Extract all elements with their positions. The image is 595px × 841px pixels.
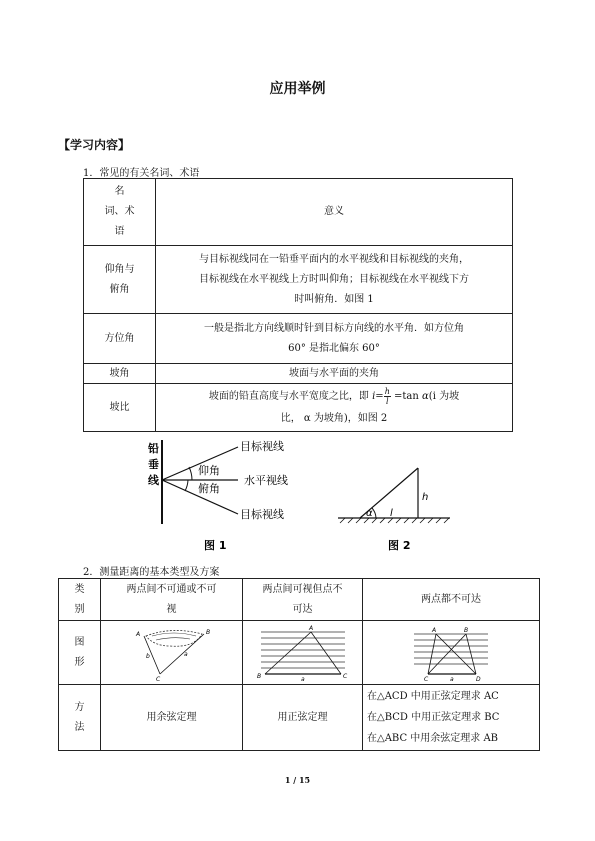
figure-cell-1 xyxy=(101,621,243,685)
method-label-line: 方 xyxy=(74,701,85,713)
sketch-obstacle xyxy=(124,624,220,682)
meaning-line: 一般是指北方向线顺时针到目标方向线的水平角．如方位角 xyxy=(204,322,464,334)
meaning-line: 60° 是指北偏东 60° xyxy=(288,342,380,354)
obstacle-hatch xyxy=(156,637,190,639)
term-header-line: 名 xyxy=(114,186,125,197)
point-a-label: A xyxy=(308,624,313,632)
table-row xyxy=(84,314,513,364)
slope-ratio-line xyxy=(160,386,508,408)
term-line: 俯角 xyxy=(109,283,130,295)
table-row xyxy=(84,246,513,314)
term-cell: 方位角 xyxy=(84,314,156,364)
point-a-label: A xyxy=(135,630,140,638)
table-row xyxy=(84,384,513,432)
l-label: l xyxy=(390,508,393,519)
h-label: h xyxy=(422,492,429,503)
figure-2-slope xyxy=(330,460,460,557)
figure-label-line: 图 xyxy=(74,636,85,648)
meaning-cell: 坡面与水平面的夹角 xyxy=(156,364,513,384)
method-cell-1: 用余弦定理 xyxy=(101,685,243,751)
fraction-numerator: h xyxy=(384,386,390,396)
equals-sign: = xyxy=(375,390,384,402)
vertical-label-char: 线 xyxy=(148,474,159,487)
figure-label-line: 形 xyxy=(74,656,85,668)
tan-text: =tan xyxy=(394,390,419,402)
point-d-label: D xyxy=(476,675,481,682)
depression-label: 俯角 xyxy=(198,482,220,495)
point-b-label: B xyxy=(205,628,210,636)
target-bottom-label: 目标视线 xyxy=(240,508,284,521)
sketch-two-unreachable xyxy=(406,624,496,682)
table-row xyxy=(59,621,540,685)
variable-i: i xyxy=(372,390,376,402)
col3-header-cell: 两点都不可达 xyxy=(363,579,540,621)
figure-1-elevation-depression xyxy=(140,432,320,557)
point-c-label: C xyxy=(155,675,160,682)
figure-2-caption: 图 2 xyxy=(388,539,411,552)
method-line: 在△ABC 中用余弦定理求 AB xyxy=(367,733,499,744)
meaning-header-cell: 意义 xyxy=(156,179,513,246)
point-b-label: B xyxy=(464,626,469,634)
sketch-river xyxy=(253,624,353,682)
col2-header-cell xyxy=(243,579,363,621)
depression-arc xyxy=(185,480,188,491)
point-b-label: B xyxy=(256,672,261,680)
obstacle-hatch xyxy=(152,633,196,636)
table-row xyxy=(84,179,513,246)
point-a-label: A xyxy=(432,626,437,634)
elevation-arc xyxy=(189,467,192,480)
target-top-label: 目标视线 xyxy=(240,440,284,453)
ground-hatch xyxy=(340,518,449,523)
meaning-line: 目标视线在水平视线上方时叫仰角；目标视线在水平视线下方 xyxy=(199,273,469,285)
section-heading: 【学习内容】 xyxy=(58,138,131,152)
side-a-label: a xyxy=(450,675,454,682)
meaning-line: 时叫俯角．如图 1 xyxy=(294,293,374,305)
fraction-denominator: l xyxy=(385,396,389,406)
side-b-label: b xyxy=(145,652,150,660)
side-a-label: a xyxy=(300,675,305,682)
header-line: 视 xyxy=(166,603,177,615)
method-cell-3 xyxy=(363,685,540,751)
vertical-label-char: 垂 xyxy=(148,458,159,471)
meaning-line: 与目标视线同在一铅垂平面内的水平视线和目标视线的夹角， xyxy=(199,253,469,265)
term-cell xyxy=(84,246,156,314)
method-line: 在△BCD 中用正弦定理求 BC xyxy=(367,712,500,723)
meaning-cell xyxy=(156,384,513,432)
meaning-line: 比， α 为坡角)，如图 2 xyxy=(280,412,388,424)
meaning-cell xyxy=(156,314,513,364)
elevation-label: 仰角 xyxy=(198,464,220,477)
subsection-heading-terms: 1．常见的有关名词、术语 xyxy=(83,168,200,179)
term-header-line: 语 xyxy=(114,226,125,237)
table-row xyxy=(84,364,513,384)
category-header-line: 类 xyxy=(74,583,85,595)
point-c-label: C xyxy=(424,675,429,682)
page-number: 1 / 15 xyxy=(284,775,311,785)
vertical-label-char: 铅 xyxy=(148,442,159,455)
table-row xyxy=(59,685,540,751)
point-c-label: C xyxy=(342,672,347,680)
header-line: 两点间不可通或不可 xyxy=(126,583,217,595)
page-title: 应用举例 xyxy=(269,81,326,97)
meaning-text: 坡面的铅直高度与水平宽度之比，即 xyxy=(208,390,369,402)
alpha-label: α xyxy=(366,508,373,519)
header-line: 两点间可视但点不 xyxy=(262,583,343,595)
term-cell: 坡比 xyxy=(84,384,156,432)
distance-types-table xyxy=(58,578,540,751)
figure-cell-2 xyxy=(243,621,363,685)
table-row xyxy=(59,579,540,621)
terms-table xyxy=(83,178,513,432)
category-header-cell xyxy=(59,579,101,621)
fraction-h-over-l xyxy=(384,387,391,406)
angle-arc xyxy=(372,508,376,518)
subsection-heading-distance: 2．测量距离的基本类型及方案 xyxy=(83,567,220,578)
method-label-cell xyxy=(59,685,101,751)
paren-text: (i 为坡 xyxy=(428,390,460,402)
horizontal-label: 水平视线 xyxy=(244,474,288,487)
figure-cell-3 xyxy=(363,621,540,685)
variable-alpha: α xyxy=(422,390,429,402)
side-a-label: a xyxy=(183,650,188,658)
figure-1-caption: 图 1 xyxy=(204,539,227,552)
term-line: 仰角与 xyxy=(104,263,135,275)
method-cell-2: 用正弦定理 xyxy=(243,685,363,751)
header-line: 可达 xyxy=(292,603,313,615)
figure-label-cell xyxy=(59,621,101,685)
meaning-cell xyxy=(156,246,513,314)
category-header-line: 别 xyxy=(74,603,85,615)
side-a xyxy=(160,634,204,674)
term-cell: 坡角 xyxy=(84,364,156,384)
method-label-line: 法 xyxy=(74,721,85,733)
term-header-cell xyxy=(84,179,156,246)
term-header-line: 词、术 xyxy=(104,206,135,217)
col1-header-cell xyxy=(101,579,243,621)
method-line: 在△ACD 中用正弦定理求 AC xyxy=(367,691,499,702)
